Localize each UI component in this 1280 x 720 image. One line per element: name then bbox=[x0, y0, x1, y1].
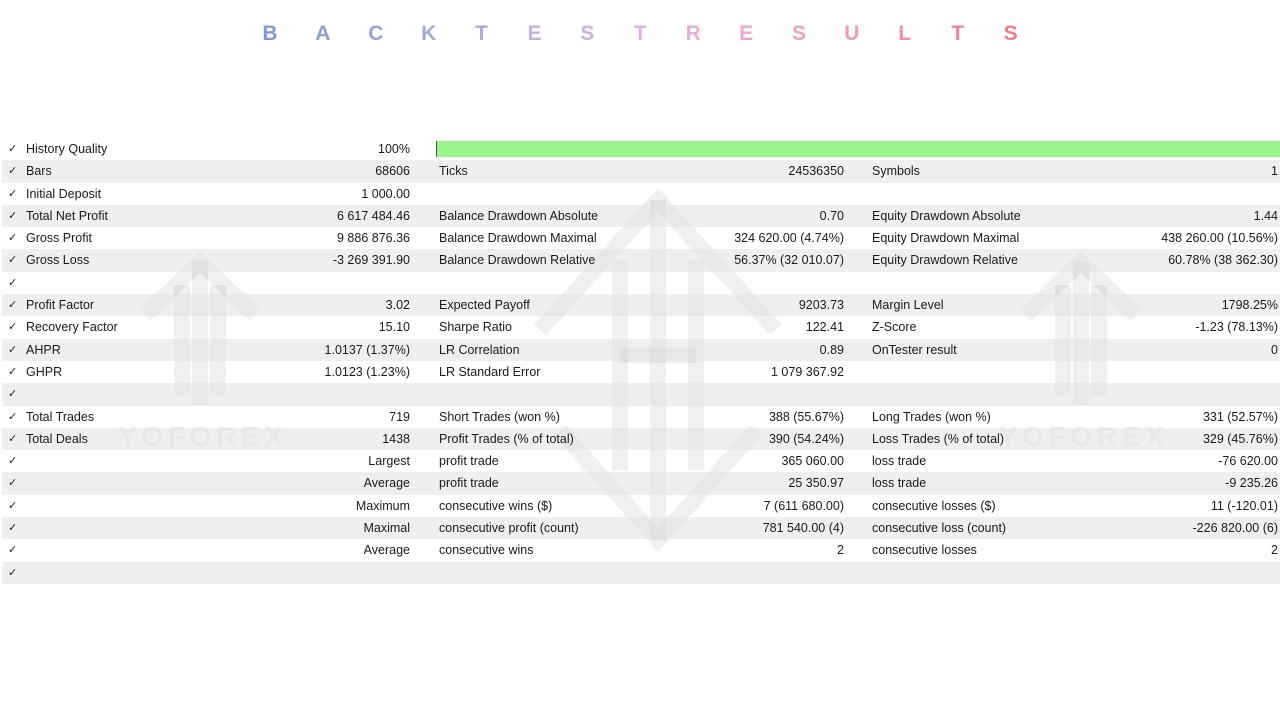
metric-value-2: 25 350.97 bbox=[788, 476, 844, 491]
metric-label-2: Expected Payoff bbox=[439, 298, 530, 313]
checkmark-icon[interactable]: ✓ bbox=[8, 143, 18, 155]
checkmark-icon[interactable]: ✓ bbox=[8, 566, 18, 579]
checkmark-icon[interactable]: ✓ bbox=[8, 209, 18, 222]
metric-label-1: GHPR bbox=[26, 364, 63, 379]
title-letter: S bbox=[791, 22, 806, 45]
metric-label-3: consecutive losses ($) bbox=[872, 498, 996, 513]
metric-value-2: 390 (54.24%) bbox=[768, 431, 844, 446]
table-row bbox=[2, 383, 1280, 405]
page-title bbox=[0, 22, 1280, 48]
metric-value-3: 60.78% (38 362.30) bbox=[1168, 253, 1278, 268]
metric-value-1: 9 886 876.36 bbox=[337, 231, 410, 246]
metric-value-3: -9 235.26 bbox=[1225, 476, 1278, 491]
metric-label-3: Equity Drawdown Maximal bbox=[872, 231, 1020, 246]
title-letter: T bbox=[951, 22, 965, 45]
metric-label-1: Bars bbox=[26, 164, 52, 179]
table-row bbox=[2, 450, 1280, 472]
table-row bbox=[2, 361, 1280, 383]
table-row bbox=[2, 428, 1280, 450]
metric-value-1: Average bbox=[363, 476, 410, 491]
table-row bbox=[2, 272, 1280, 294]
metric-label-3: Loss Trades (% of total) bbox=[872, 431, 1005, 446]
metric-value-2: 0.89 bbox=[819, 342, 844, 357]
title-letter: T bbox=[475, 22, 488, 45]
metric-label-3: loss trade bbox=[872, 454, 927, 469]
metric-label-3: Long Trades (won %) bbox=[872, 409, 991, 424]
metric-value-3: 329 (45.76%) bbox=[1202, 431, 1278, 446]
metric-label-3: consecutive loss (count) bbox=[872, 521, 1007, 536]
metric-label-3: Margin Level bbox=[872, 298, 944, 313]
metric-value-1: 1.0123 (1.23%) bbox=[324, 364, 410, 379]
metric-value-2: 9203.73 bbox=[798, 298, 844, 313]
metric-label-2: LR Correlation bbox=[439, 342, 520, 357]
metric-value-3: 1 bbox=[1271, 164, 1278, 179]
checkmark-icon[interactable]: ✓ bbox=[8, 477, 18, 490]
metric-label-1: History Quality bbox=[26, 142, 108, 156]
checkmark-icon[interactable]: ✓ bbox=[8, 544, 18, 557]
title-letter: S bbox=[1003, 22, 1018, 45]
checkmark-icon[interactable]: ✓ bbox=[8, 254, 18, 267]
metric-label-2: Balance Drawdown Maximal bbox=[439, 231, 597, 246]
metric-value-2: 781 540.00 (4) bbox=[762, 521, 844, 536]
table-row bbox=[2, 406, 1280, 428]
metric-label-1: AHPR bbox=[26, 342, 61, 357]
metric-value-1: 1 000.00 bbox=[361, 186, 410, 201]
title-letter: T bbox=[633, 22, 647, 45]
checkmark-icon[interactable]: ✓ bbox=[8, 432, 18, 445]
metric-label-1: Gross Loss bbox=[26, 253, 90, 268]
checkmark-icon[interactable]: ✓ bbox=[8, 365, 18, 378]
metric-value-3: -76 620.00 bbox=[1218, 454, 1278, 469]
table-row bbox=[2, 339, 1280, 361]
metric-value-1: 3.02 bbox=[385, 298, 410, 313]
metric-value-2: 324 620.00 (4.74%) bbox=[734, 231, 844, 246]
metric-value-1: 719 bbox=[389, 409, 410, 424]
metric-value-1: 15.10 bbox=[378, 320, 410, 335]
metric-label-2: Short Trades (won %) bbox=[439, 409, 560, 424]
metric-value-1: 6 617 484.46 bbox=[337, 208, 410, 223]
metric-value-3: 0 bbox=[1271, 342, 1278, 357]
metric-label-3: Symbols bbox=[872, 164, 920, 179]
history-quality-bar bbox=[436, 141, 1280, 157]
metric-label-2: consecutive wins ($) bbox=[439, 498, 553, 513]
checkmark-icon[interactable]: ✓ bbox=[8, 499, 18, 512]
table-row bbox=[2, 316, 1280, 338]
metric-label-2: LR Standard Error bbox=[439, 364, 541, 379]
metric-value-2: 1 079 367.92 bbox=[771, 364, 844, 379]
title-letter: B bbox=[262, 22, 278, 45]
checkmark-icon[interactable]: ✓ bbox=[8, 299, 18, 312]
metric-label-3: consecutive losses bbox=[872, 543, 977, 558]
title-letter: R bbox=[685, 22, 701, 45]
metric-label-2: Sharpe Ratio bbox=[439, 320, 512, 335]
metric-value-1: Average bbox=[363, 543, 410, 558]
metric-value-1: -3 269 391.90 bbox=[332, 253, 410, 268]
table-row bbox=[2, 227, 1280, 249]
metric-label-2: Balance Drawdown Absolute bbox=[439, 208, 599, 223]
metric-label-1: Initial Deposit bbox=[26, 186, 102, 201]
metric-label-2: Ticks bbox=[439, 164, 468, 179]
metric-label-3: Equity Drawdown Relative bbox=[872, 253, 1018, 268]
checkmark-icon[interactable]: ✓ bbox=[8, 388, 18, 401]
table-row bbox=[2, 160, 1280, 182]
metric-value-1: 68606 bbox=[375, 164, 410, 179]
checkmark-icon[interactable]: ✓ bbox=[8, 455, 18, 468]
title-letter: U bbox=[844, 22, 860, 45]
metric-label-2: Balance Drawdown Relative bbox=[439, 253, 596, 268]
table-row bbox=[2, 472, 1280, 494]
checkmark-icon[interactable]: ✓ bbox=[8, 165, 18, 178]
metric-value-2: 122.41 bbox=[805, 320, 844, 335]
checkmark-icon[interactable]: ✓ bbox=[8, 343, 18, 356]
metric-value-1: 1438 bbox=[382, 431, 410, 446]
metric-value-3: 2 bbox=[1271, 543, 1278, 558]
metric-value-2: 24536350 bbox=[788, 164, 844, 179]
metric-value-2: 388 (55.67%) bbox=[768, 409, 844, 424]
metric-label-1: Profit Factor bbox=[26, 298, 95, 313]
title-letter: E bbox=[527, 22, 542, 45]
metric-label-2: profit trade bbox=[439, 454, 499, 469]
metric-label-1: Total Deals bbox=[26, 431, 88, 446]
metric-label-1: Recovery Factor bbox=[26, 320, 118, 335]
metric-value-2: 365 060.00 bbox=[781, 454, 844, 469]
metric-label-1: Gross Profit bbox=[26, 231, 92, 246]
metric-value-2: 0.70 bbox=[819, 208, 844, 223]
table-row bbox=[2, 138, 1280, 160]
title-letter: K bbox=[421, 22, 437, 45]
table-row bbox=[2, 539, 1280, 561]
metric-value-1: 100% bbox=[378, 142, 410, 156]
metric-label-1: Total Trades bbox=[26, 409, 95, 424]
metric-value-1: Largest bbox=[368, 454, 410, 469]
metric-value-1: 1.0137 (1.37%) bbox=[324, 342, 410, 357]
metric-value-3: 1.44 bbox=[1253, 208, 1278, 223]
metric-value-3: 331 (52.57%) bbox=[1202, 409, 1278, 424]
title-letter: E bbox=[739, 22, 754, 45]
table-row bbox=[2, 249, 1280, 271]
checkmark-icon[interactable]: ✓ bbox=[8, 187, 18, 200]
backtest-report-table bbox=[2, 138, 1280, 584]
metric-value-2: 2 bbox=[837, 543, 844, 558]
checkmark-icon[interactable]: ✓ bbox=[8, 276, 18, 289]
table-row bbox=[2, 205, 1280, 227]
metric-value-1: Maximal bbox=[363, 521, 410, 536]
metric-label-3: Equity Drawdown Absolute bbox=[872, 208, 1021, 223]
metric-value-2: 7 (611 680.00) bbox=[763, 498, 844, 513]
metric-value-2: 56.37% (32 010.07) bbox=[734, 253, 844, 268]
table-row bbox=[2, 294, 1280, 316]
metric-label-3: OnTester result bbox=[872, 342, 957, 357]
table-row bbox=[2, 183, 1280, 205]
metric-label-2: Profit Trades (% of total) bbox=[439, 431, 574, 446]
metric-value-3: 1798.25% bbox=[1221, 298, 1278, 313]
title-letter: A bbox=[315, 22, 331, 45]
metric-value-3: -226 820.00 (6) bbox=[1192, 521, 1278, 536]
metric-label-1: Total Net Profit bbox=[26, 208, 108, 223]
metric-label-2: consecutive wins bbox=[439, 543, 534, 558]
metric-value-3: -1.23 (78.13%) bbox=[1195, 320, 1278, 335]
table-row bbox=[2, 517, 1280, 539]
metric-value-3: 438 260.00 (10.56%) bbox=[1161, 231, 1278, 246]
checkmark-icon[interactable]: ✓ bbox=[8, 410, 18, 423]
metric-label-2: consecutive profit (count) bbox=[439, 521, 579, 536]
title-letter: C bbox=[368, 22, 384, 45]
metric-label-3: loss trade bbox=[872, 476, 927, 491]
checkmark-icon[interactable]: ✓ bbox=[8, 321, 18, 334]
table-row bbox=[2, 495, 1280, 517]
metric-label-2: profit trade bbox=[439, 476, 499, 491]
checkmark-icon[interactable]: ✓ bbox=[8, 522, 18, 535]
title-letter: S bbox=[580, 22, 595, 45]
table-row bbox=[2, 562, 1280, 584]
title-letter: L bbox=[898, 22, 912, 45]
metric-value-3: 11 (-120.01) bbox=[1210, 498, 1278, 513]
metric-value-1: Maximum bbox=[355, 498, 410, 513]
metric-label-3: Z-Score bbox=[872, 320, 917, 335]
checkmark-icon[interactable]: ✓ bbox=[8, 232, 18, 245]
